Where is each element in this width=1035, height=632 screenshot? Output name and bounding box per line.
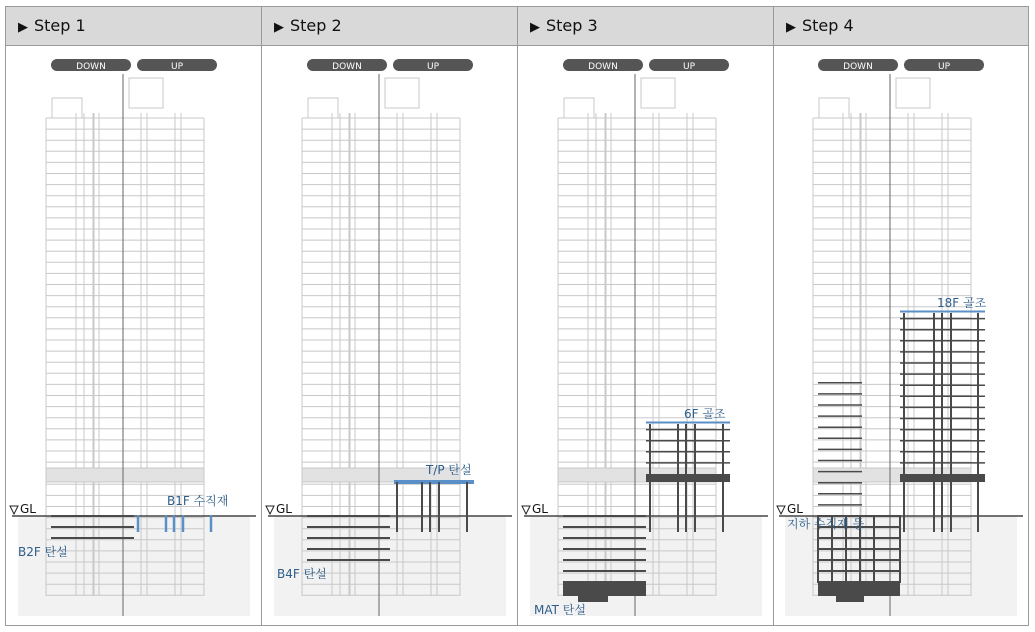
- down-label: DOWN: [588, 62, 618, 72]
- down-label: DOWN: [76, 62, 106, 72]
- play-triangle-icon: ▶: [786, 20, 796, 35]
- play-triangle-icon: ▶: [274, 20, 284, 35]
- tower-crown-up: [641, 78, 675, 108]
- underground-area: [274, 516, 506, 616]
- gl-label: GL: [787, 502, 803, 516]
- construction-sequence-frame: [5, 6, 1029, 626]
- step-4-title-text: Step 4: [802, 16, 854, 35]
- annotation-b4f-slab: B4F 탄설: [277, 567, 327, 581]
- annotation-underground-vertical: 지하 수직재 등: [787, 517, 865, 531]
- gl-triangle-icon: [10, 506, 18, 514]
- step-2-diagram: [262, 46, 517, 624]
- step-2-title: [274, 16, 342, 35]
- tower-crown-down: [52, 98, 82, 118]
- step-1-diagram: [6, 46, 261, 624]
- annotation-18f: 18F 골조: [937, 296, 987, 310]
- up-label: UP: [937, 62, 951, 72]
- step-1-header: [6, 7, 261, 46]
- step-1-title-text: Step 1: [34, 16, 86, 35]
- annotation-tp: T/P 탄설: [426, 463, 472, 477]
- up-label: UP: [170, 62, 184, 72]
- annotation-b2f-slab: B2F 탄설: [18, 545, 68, 559]
- step-3-header: [518, 7, 773, 46]
- play-triangle-icon: ▶: [18, 20, 28, 35]
- step-4-header: [774, 7, 1028, 46]
- underground-area: [18, 516, 250, 616]
- step-4-diagram: [774, 46, 1028, 624]
- step-1-panel: [6, 7, 262, 625]
- step-1-title: [18, 16, 86, 35]
- step-2-header: [262, 7, 517, 46]
- transfer-plate: [646, 474, 730, 482]
- step-3-panel: [518, 7, 774, 625]
- step-4-panel: [774, 7, 1028, 625]
- step-3-title: [530, 16, 598, 35]
- annotation-6f: 6F 골조: [684, 407, 726, 421]
- gl-triangle-icon: [522, 506, 530, 514]
- down-label: DOWN: [843, 62, 873, 72]
- underground-area: [530, 516, 762, 616]
- step-2-title-text: Step 2: [290, 16, 342, 35]
- step-2-panel: [262, 7, 518, 625]
- annotation-mat: MAT 탄설: [534, 603, 586, 617]
- transfer-band: [46, 468, 204, 482]
- up-label: UP: [426, 62, 440, 72]
- tower-crown-up: [896, 78, 930, 108]
- tower-crown-up: [385, 78, 419, 108]
- annotation-b1f-vertical: B1F 수직재: [167, 494, 229, 508]
- tower-crown-up: [129, 78, 163, 108]
- tower-crown-down: [819, 98, 849, 118]
- tower-crown-down: [564, 98, 594, 118]
- step-3-title-text: Step 3: [546, 16, 598, 35]
- step-4-title: [786, 16, 854, 35]
- play-triangle-icon: ▶: [530, 20, 540, 35]
- gl-triangle-icon: [266, 506, 274, 514]
- gl-label: GL: [532, 502, 548, 516]
- gl-triangle-icon: [777, 506, 785, 514]
- gl-label: GL: [20, 502, 36, 516]
- up-label: UP: [682, 62, 696, 72]
- transfer-plate: [394, 480, 474, 484]
- down-label: DOWN: [332, 62, 362, 72]
- tower-crown-down: [308, 98, 338, 118]
- step-3-diagram: [518, 46, 773, 624]
- gl-label: GL: [276, 502, 292, 516]
